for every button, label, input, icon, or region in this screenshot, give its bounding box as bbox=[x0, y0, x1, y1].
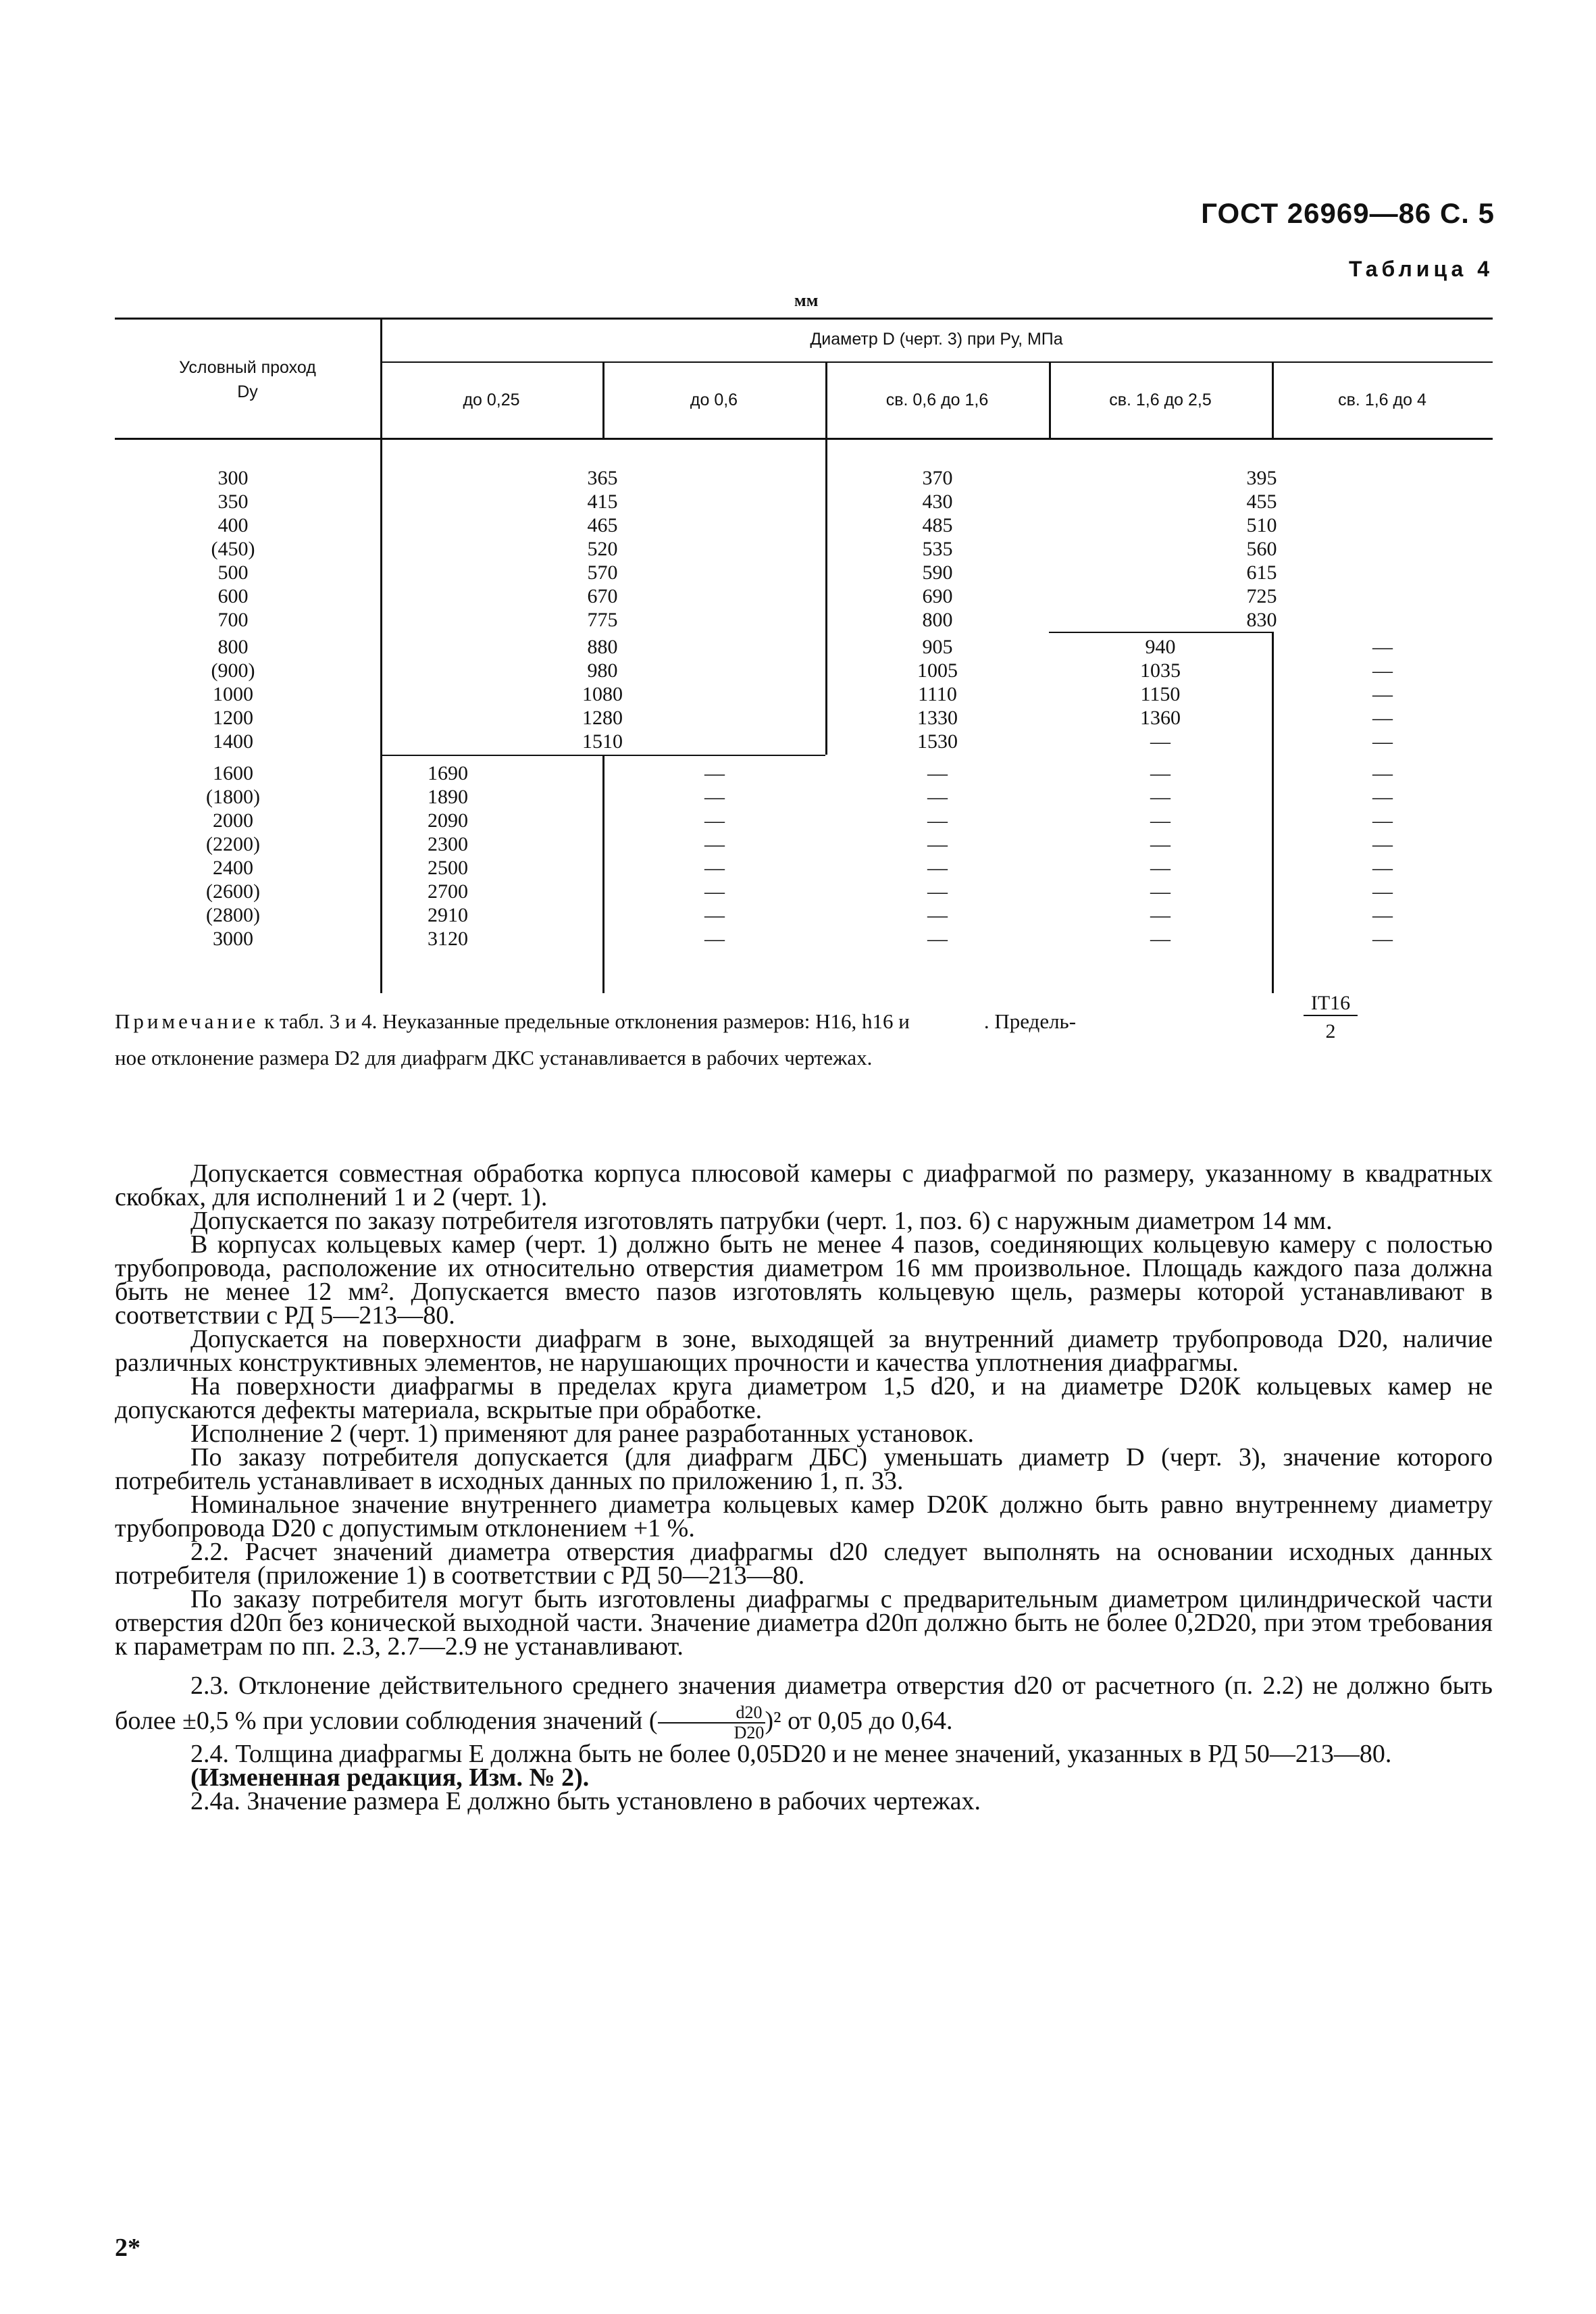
table-cell: 1690 bbox=[428, 762, 468, 784]
table-cell: — bbox=[1150, 928, 1170, 950]
table-cell: — bbox=[1372, 762, 1393, 784]
table-cell: 1360 bbox=[1140, 707, 1181, 729]
table-cell: 485 bbox=[922, 514, 953, 536]
table-cell: — bbox=[927, 762, 948, 784]
table-cell: — bbox=[927, 904, 948, 926]
note-line2: ное отклонение размера D2 для диафрагм ДКС устанавливается в рабочих чертежах. bbox=[115, 1046, 873, 1070]
cell-nominal-bore: (2200) bbox=[206, 833, 260, 855]
table-cell: — bbox=[1372, 683, 1393, 705]
table-cell: — bbox=[1150, 904, 1170, 926]
table-cell: 615 bbox=[1246, 561, 1277, 584]
table-col-divider bbox=[1272, 632, 1274, 993]
col-header-3: св. 1,6 до 2,5 bbox=[1109, 391, 1212, 409]
document-reference: ГОСТ 26969—86 С. 5 bbox=[1201, 197, 1495, 229]
table-cell: 2700 bbox=[428, 880, 468, 903]
cell-nominal-bore: 350 bbox=[217, 491, 249, 513]
ratio-denominator: D20 bbox=[733, 1723, 765, 1743]
table-cell: — bbox=[1372, 928, 1393, 950]
table-cell: — bbox=[704, 786, 725, 808]
cell-nominal-bore: 600 bbox=[217, 585, 249, 607]
table-cell: 560 bbox=[1246, 538, 1277, 560]
table-units: мм bbox=[794, 291, 819, 310]
table-cell: 415 bbox=[587, 491, 618, 513]
table-cell: 1005 bbox=[917, 659, 958, 682]
table-col-divider bbox=[825, 363, 827, 755]
table-cell: 2500 bbox=[428, 857, 468, 879]
group-header: Диаметр D (черт. 3) при Pу, МПа bbox=[810, 330, 1063, 349]
table-cell: — bbox=[1150, 809, 1170, 832]
table-cell: 465 bbox=[587, 514, 618, 536]
table-cell: — bbox=[1372, 730, 1393, 753]
paragraph: По заказу потребителя могут быть изготовлены диафрагмы с предварительным диаметром цилиндрической части отверстия d20п без конической выходной части. Значение диаметра d20п должно быть не более 0,2D20, при этом требования к параметрам по пп. 2.3, 2.7—2.9 не устанавливают. bbox=[115, 1585, 1493, 1661]
table-cell: 980 bbox=[587, 659, 618, 682]
cell-nominal-bore: 1400 bbox=[213, 730, 253, 753]
table-cell: 535 bbox=[922, 538, 953, 560]
table-cell: — bbox=[1150, 857, 1170, 879]
table-cell: 1330 bbox=[917, 707, 958, 729]
table-cell: — bbox=[704, 833, 725, 855]
table-cell: — bbox=[1150, 880, 1170, 903]
table-cell: — bbox=[927, 786, 948, 808]
table-cell: 1035 bbox=[1140, 659, 1181, 682]
table-cell: — bbox=[704, 857, 725, 879]
paragraph: На поверхности диафрагмы в пределах круга диаметром 1,5 d20, и на диаметре D20К кольцевых камер не допускаются дефекты материала, вскрытые при обработке. bbox=[115, 1372, 1493, 1424]
paragraph: Номинальное значение внутреннего диаметра кольцевых камер D20К должно быть равно внутреннему диаметру трубопровода D20 с допустимым отклонением +1 %. bbox=[115, 1490, 1493, 1542]
table-cell: 1890 bbox=[428, 786, 468, 808]
col-header-2: св. 0,6 до 1,6 bbox=[885, 391, 989, 409]
table-cell: 830 bbox=[1246, 609, 1277, 631]
table-col0-divider bbox=[380, 318, 382, 993]
col-header-4: св. 1,6 до 4 bbox=[1338, 391, 1426, 409]
table-note bbox=[115, 1003, 1493, 1076]
section-2-3: 2.3. Отклонение действительного среднего значения диаметра отверстия d20 от расчетного (п. 2.2) не должно быть более ±0,5 % при условии соблюдения значений ( $\frac{d20}{D20}$ )² от 0,05 до 0,64. bbox=[115, 1671, 1493, 1743]
table-top-rule bbox=[115, 318, 1493, 320]
table-cell: 370 bbox=[922, 467, 953, 489]
table-cell: 940 bbox=[1145, 636, 1176, 658]
table-cell: — bbox=[927, 857, 948, 879]
table-cell: — bbox=[1372, 636, 1393, 658]
paragraph: В корпусах кольцевых камер (черт. 1) должно быть не менее 4 пазов, соединяющих кольцевую камеру с полостью трубопровода, расположение их относительно отверстия диаметром 16 мм произвольное. Площадь каждого паза должна быть не менее 12 мм². Допускается вместо пазов изготовлять кольцевую щель, размеры которой устанавливают в соответствии с РД 5—213—80. bbox=[115, 1230, 1493, 1330]
table-label: Таблица 4 bbox=[1348, 257, 1493, 281]
table-cell: — bbox=[704, 880, 725, 903]
table-cell: 690 bbox=[922, 585, 953, 607]
cell-nominal-bore: 1000 bbox=[213, 683, 253, 705]
ratio-numerator: d20 bbox=[658, 1703, 765, 1724]
table-cell: — bbox=[1372, 833, 1393, 855]
table-cell: — bbox=[1150, 730, 1170, 753]
table-cell: 510 bbox=[1246, 514, 1277, 536]
cell-nominal-bore: 800 bbox=[217, 636, 249, 658]
revision-note: (Измененная редакция, Изм. № 2). bbox=[190, 1763, 590, 1792]
cell-nominal-bore: 1600 bbox=[213, 762, 253, 784]
table-cell: 365 bbox=[587, 467, 618, 489]
cell-nominal-bore: 3000 bbox=[213, 928, 253, 950]
table-cell: 1110 bbox=[918, 683, 957, 705]
table-cell: 2090 bbox=[428, 809, 468, 832]
table-cell: 2300 bbox=[428, 833, 468, 855]
table-col-divider bbox=[602, 755, 604, 993]
table-cell: 725 bbox=[1246, 585, 1277, 607]
table-cell: — bbox=[1372, 707, 1393, 729]
section-2-4a: 2.4а. Значение размера E должно быть установлено в рабочих чертежах. bbox=[190, 1787, 981, 1816]
table-inner-rule bbox=[1049, 632, 1272, 633]
cell-nominal-bore: 2400 bbox=[213, 857, 253, 879]
table-cell: — bbox=[704, 904, 725, 926]
table-cell: 3120 bbox=[428, 928, 468, 950]
paragraph: По заказу потребителя допускается (для диафрагм ДБС) уменьшать диаметр D (черт. 3), значение которого потребитель устанавливает в исходных данных по приложению 1, п. 33. bbox=[115, 1443, 1493, 1495]
paragraph: Допускается по заказу потребителя изготовлять патрубки (черт. 1, поз. 6) с наружным диаметром 14 мм. bbox=[190, 1207, 1333, 1235]
cell-nominal-bore: 1200 bbox=[213, 707, 253, 729]
table-cell: 1280 bbox=[582, 707, 623, 729]
cell-nominal-bore: (900) bbox=[211, 659, 255, 682]
table-cell: — bbox=[1150, 762, 1170, 784]
table-cell: 1510 bbox=[582, 730, 623, 753]
table-cell: — bbox=[1372, 857, 1393, 879]
table-cell: — bbox=[704, 762, 725, 784]
cell-nominal-bore: 400 bbox=[217, 514, 249, 536]
table-cell: 775 bbox=[587, 609, 618, 631]
table-cell: — bbox=[704, 809, 725, 832]
table-cell: 670 bbox=[587, 585, 618, 607]
body-text bbox=[115, 1159, 1493, 1816]
section-2-3-end: ² от 0,05 до 0,64. bbox=[773, 1707, 953, 1735]
table-cell: 905 bbox=[922, 636, 953, 658]
table-cell: — bbox=[1372, 809, 1393, 832]
cell-nominal-bore: 500 bbox=[217, 561, 249, 584]
table-cell: 1530 bbox=[917, 730, 958, 753]
note-fraction-numerator: IT16 bbox=[1304, 992, 1358, 1016]
table-cell: — bbox=[1150, 786, 1170, 808]
table-cell: — bbox=[927, 809, 948, 832]
table-cell: — bbox=[1372, 880, 1393, 903]
table-cell: 2910 bbox=[428, 904, 468, 926]
cell-nominal-bore: (2800) bbox=[206, 904, 260, 926]
page-mark: 2* bbox=[115, 2234, 140, 2262]
table-cell: — bbox=[927, 833, 948, 855]
table-cell: 430 bbox=[922, 491, 953, 513]
cell-nominal-bore: 300 bbox=[217, 467, 249, 489]
cell-nominal-bore: 700 bbox=[217, 609, 249, 631]
col-header-0: до 0,25 bbox=[463, 391, 520, 409]
table-cell: 455 bbox=[1246, 491, 1277, 513]
table-header-rule bbox=[115, 438, 1493, 440]
note-fraction-denominator: 2 bbox=[1325, 1020, 1336, 1042]
note-text-end: . Предель- bbox=[983, 1009, 1077, 1033]
col-header-dy-line2: Dу bbox=[237, 382, 258, 401]
table-cell: 1150 bbox=[1140, 683, 1181, 705]
table-cell: 520 bbox=[587, 538, 618, 560]
table-cell: 590 bbox=[922, 561, 953, 584]
table-group-rule bbox=[380, 361, 1493, 363]
table-cell: — bbox=[927, 880, 948, 903]
table-cell: — bbox=[1150, 833, 1170, 855]
table-cell: — bbox=[704, 928, 725, 950]
table-cell: 800 bbox=[922, 609, 953, 631]
cell-nominal-bore: (1800) bbox=[206, 786, 260, 808]
paragraph: Допускается совместная обработка корпуса плюсовой камеры с диафрагмой по размеру, указанному в квадратных скобках, для исполнений 1 и 2 (черт. 1). bbox=[115, 1159, 1493, 1211]
col-header-dy-line1: Условный проход bbox=[179, 358, 316, 377]
cell-nominal-bore: (450) bbox=[211, 538, 255, 560]
note-label: Примечание bbox=[115, 1009, 259, 1033]
table-cell: 880 bbox=[587, 636, 618, 658]
col-header-1: до 0,6 bbox=[690, 391, 738, 409]
section-2-4: 2.4. Толщина диафрагмы E должна быть не более 0,05D20 и не менее значений, указанных в РД 50—213—80. bbox=[190, 1740, 1392, 1769]
table-cell: — bbox=[1372, 659, 1393, 682]
table-cell: — bbox=[927, 928, 948, 950]
section-2-3-text: 2.3. Отклонение действительного среднего значения диаметра отверстия d20 от расчетного (п. 2.2) не должно быть более ±0,5 % при условии соблюдения значений bbox=[115, 1671, 1493, 1735]
cell-nominal-bore: (2600) bbox=[206, 880, 260, 903]
paragraph: Допускается на поверхности диафрагм в зоне, выходящей за внутренний диаметр трубопровода D20, наличие различных конструктивных элементов, не нарушающих прочности и качества уплотнения диафрагмы. bbox=[115, 1325, 1493, 1377]
table-cell: 1080 bbox=[582, 683, 623, 705]
section-2-2: 2.2. Расчет значений диаметра отверстия диафрагмы d20 следует выполнять на основании исходных данных потребителя (приложение 1) в соответствии с РД 50—213—80. bbox=[115, 1538, 1493, 1590]
table-cell: — bbox=[1372, 786, 1393, 808]
paragraph: Исполнение 2 (черт. 1) применяют для ранее разработанных установок. bbox=[190, 1419, 974, 1448]
table-cell: 570 bbox=[587, 561, 618, 584]
table-cell: 395 bbox=[1246, 467, 1277, 489]
cell-nominal-bore: 2000 bbox=[213, 809, 253, 832]
note-text: к табл. 3 и 4. Неуказанные предельные отклонения размеров: H16, h16 и bbox=[259, 1009, 910, 1033]
table-cell: — bbox=[1372, 904, 1393, 926]
